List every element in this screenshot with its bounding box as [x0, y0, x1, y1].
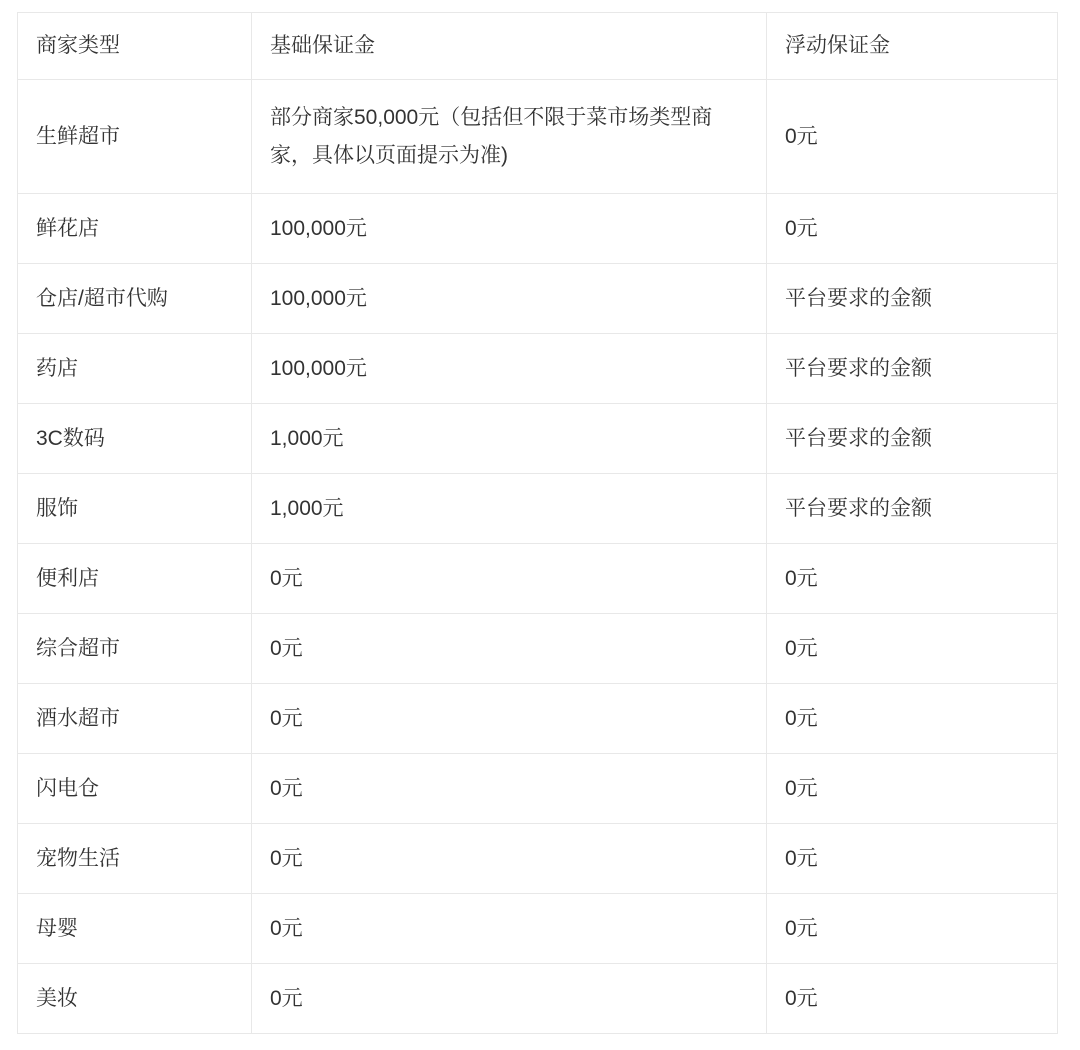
table-row	[18, 334, 1058, 404]
base-deposit-cell: 100,000元	[252, 264, 767, 334]
floating-deposit-cell: 0元	[767, 964, 1058, 1034]
floating-deposit-cell: 平台要求的金额	[767, 404, 1058, 474]
merchant-type-cell: 母婴	[18, 894, 252, 964]
merchant-type-cell: 酒水超市	[18, 684, 252, 754]
table-row	[18, 894, 1058, 964]
table-row	[18, 474, 1058, 544]
table-header-row	[18, 13, 1058, 80]
merchant-type-cell: 3C数码	[18, 404, 252, 474]
table-row	[18, 824, 1058, 894]
header-floating-deposit: 浮动保证金	[767, 13, 1058, 80]
base-deposit-cell: 0元	[252, 544, 767, 614]
merchant-deposit-table-container	[17, 12, 1058, 1034]
table-row	[18, 404, 1058, 474]
table-row	[18, 964, 1058, 1034]
floating-deposit-cell: 0元	[767, 544, 1058, 614]
table-row	[18, 194, 1058, 264]
floating-deposit-cell: 0元	[767, 754, 1058, 824]
base-deposit-cell: 0元	[252, 754, 767, 824]
merchant-type-cell: 综合超市	[18, 614, 252, 684]
merchant-type-cell: 生鲜超市	[18, 80, 252, 194]
floating-deposit-cell: 0元	[767, 894, 1058, 964]
table-row	[18, 264, 1058, 334]
merchant-type-cell: 仓店/超市代购	[18, 264, 252, 334]
floating-deposit-cell: 0元	[767, 684, 1058, 754]
floating-deposit-cell: 0元	[767, 614, 1058, 684]
merchant-type-cell: 宠物生活	[18, 824, 252, 894]
base-deposit-cell: 100,000元	[252, 194, 767, 264]
header-merchant-type: 商家类型	[18, 13, 252, 80]
base-deposit-cell: 1,000元	[252, 404, 767, 474]
floating-deposit-cell: 0元	[767, 80, 1058, 194]
table-row	[18, 754, 1058, 824]
floating-deposit-cell: 平台要求的金额	[767, 334, 1058, 404]
base-deposit-cell: 100,000元	[252, 334, 767, 404]
floating-deposit-cell: 0元	[767, 824, 1058, 894]
merchant-deposit-table	[17, 12, 1058, 1034]
base-deposit-cell: 0元	[252, 824, 767, 894]
floating-deposit-cell: 平台要求的金额	[767, 474, 1058, 544]
base-deposit-cell: 0元	[252, 684, 767, 754]
base-deposit-cell: 0元	[252, 894, 767, 964]
merchant-type-cell: 药店	[18, 334, 252, 404]
base-deposit-cell: 0元	[252, 964, 767, 1034]
header-base-deposit: 基础保证金	[252, 13, 767, 80]
base-deposit-cell: 1,000元	[252, 474, 767, 544]
merchant-type-cell: 美妆	[18, 964, 252, 1034]
floating-deposit-cell: 0元	[767, 194, 1058, 264]
merchant-type-cell: 服饰	[18, 474, 252, 544]
table-row	[18, 544, 1058, 614]
merchant-type-cell: 闪电仓	[18, 754, 252, 824]
table-row	[18, 80, 1058, 194]
base-deposit-cell: 部分商家50,000元（包括但不限于菜市场类型商家，具体以页面提示为准)	[252, 80, 767, 194]
merchant-type-cell: 鲜花店	[18, 194, 252, 264]
base-deposit-cell: 0元	[252, 614, 767, 684]
merchant-type-cell: 便利店	[18, 544, 252, 614]
table-row	[18, 684, 1058, 754]
floating-deposit-cell: 平台要求的金额	[767, 264, 1058, 334]
table-row	[18, 614, 1058, 684]
